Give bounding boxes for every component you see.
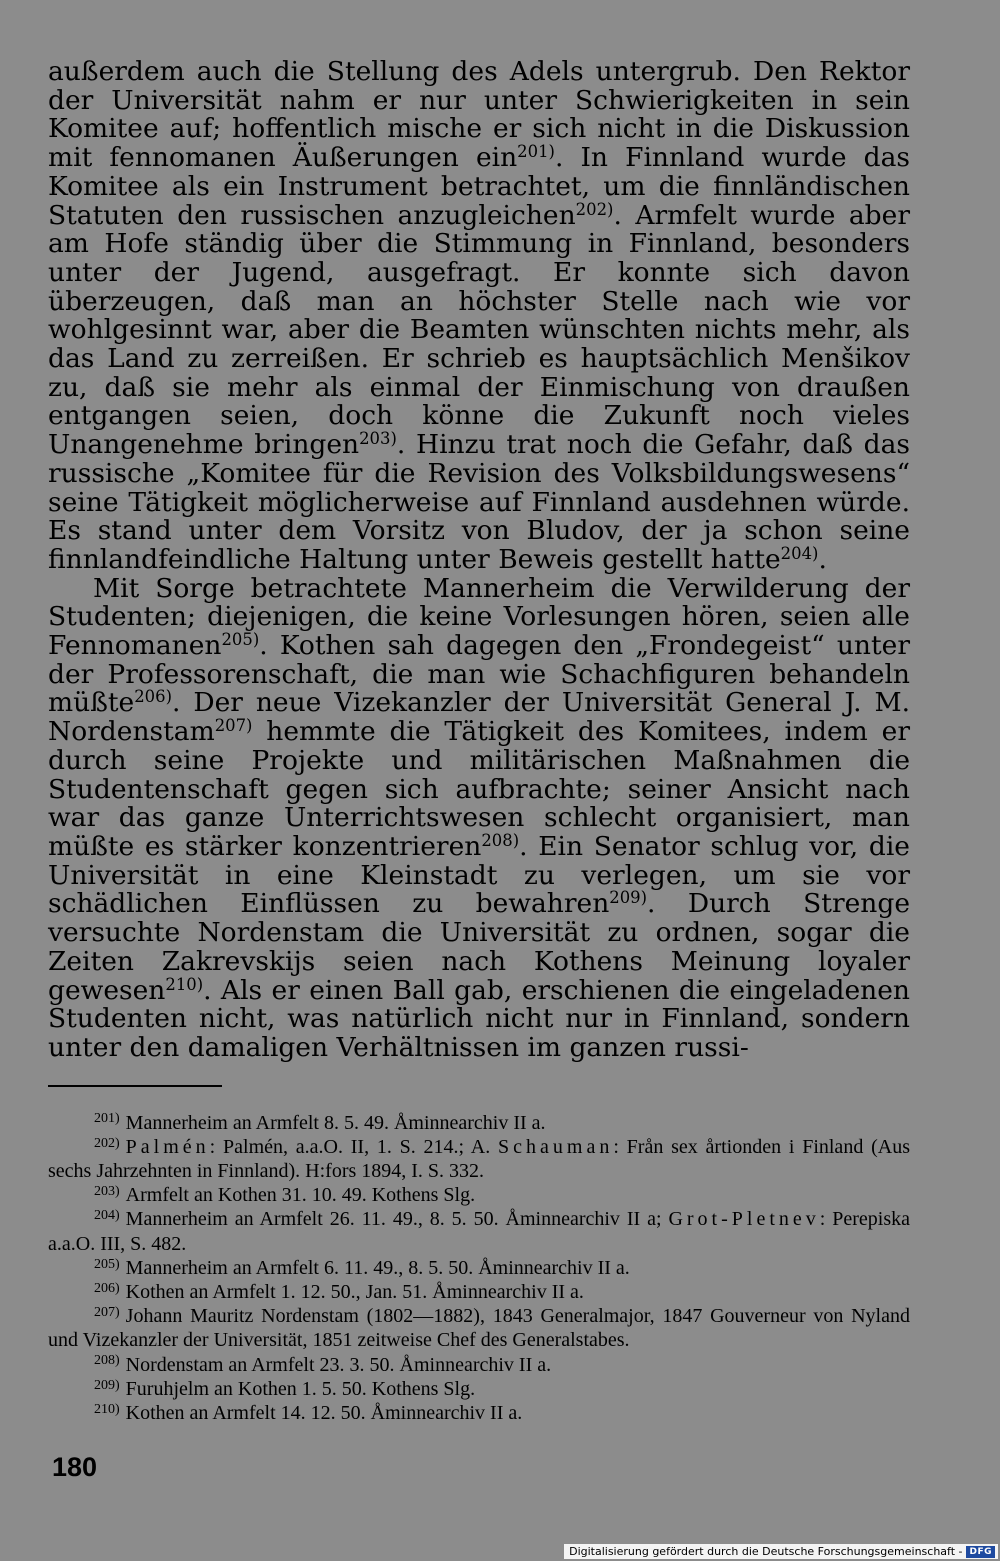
body-text [48,58,910,1063]
footnote-text: : Perepiska a.a.O. III, S. 482. [48,1208,911,1255]
footnote-number: 208) [94,1353,120,1369]
footnote [48,1111,910,1135]
footnote [48,1135,910,1183]
spaced-author-name: Palmén [125,1135,210,1158]
footnote-text: Furuhjelm an Kothen 1. 5. 50. Kothens Slg. [125,1377,476,1400]
footnote-number: 207) [94,1304,120,1320]
spaced-author-name: Schauman [498,1135,614,1158]
text-run: . Als er einen Ball gab, erschienen die eingeladenen Studenten nicht, was natürlich nicht nur in Finnland, sondern unter den damaligen Verhältnissen im ganzen russi- [48,974,910,1063]
footnote-reference: 210) [165,974,204,994]
footnote-number: 203) [94,1183,120,1199]
footnote [48,1256,910,1280]
text-run: außerdem auch die Stellung des Adels untergrub. Den Rektor der Universität nahm er nur unter Schwierigkeiten in sein Komitee auf; hoffentlich mische er sich nicht in die Diskussion mit fennomanen Äußerungen ein [48,56,910,174]
spaced-author-name: Grot-Pletnev [668,1208,820,1231]
paragraph-1 [48,58,910,575]
footnote-reference: 209) [609,888,648,908]
text-run: hemmte die Tätigkeit des Komitees, indem er durch seine Projekte und militärischen Maßnahmen die Studentenschaft gegen sich aufbrachte; seiner Ansicht nach war das ganze Unterrichtswesen schlecht organisiert, man müßte es stärker konzentrieren [48,716,910,862]
footnote-number: 210) [94,1401,120,1417]
footnote-reference: 202) [575,199,614,219]
footnotes [48,1111,910,1426]
text-run: . Armfelt wurde aber am Hofe ständig über die Stimmung in Finnland, besonders unter der Jugend, ausgefragt. Er konnte sich davon überzeugen, daß man an höchster Stelle nach wie vor wohlgesinnt war, aber die Beamten wünschten nichts mehr, als das Land zu zerreißen. Er schrieb es hauptsächlich Menšikov zu, daß sie mehr als einmal der Einmischung von draußen entgangen seien, doch könne die Zukunft noch vieles Unangenehme bringen [48,199,910,461]
footnote-text: : Palmén, a.a.O. II, 1. S. 214.; A. [209,1135,499,1158]
footnote [48,1401,910,1425]
text-run: Mit Sorge betrachtete Mannerheim die Verwilderung der Studenten; diejenigen, die keine Vorlesungen hören, seien alle Fennomanen [48,572,910,662]
paragraph-2 [48,572,911,1063]
text-run: . [818,543,827,575]
footnote-text: Kothen an Armfelt 1. 12. 50., Jan. 51. Åminnearchiv II a. [125,1281,584,1304]
footnote-reference: 204) [780,543,819,563]
footnote-text: Mannerheim an Armfelt 26. 11. 49., 8. 5. 50. Åminnearchiv II a; [125,1208,669,1231]
footnote-text: Nordenstam an Armfelt 23. 3. 50. Åminnearchiv II a. [125,1353,552,1376]
dfg-funding-banner [564,1544,998,1559]
footnote [48,1304,910,1352]
footnote-text: Kothen an Armfelt 14. 12. 50. Åminnearchiv II a. [125,1402,523,1425]
footnote-reference: 205) [221,630,260,650]
footnote-text: Mannerheim an Armfelt 6. 11. 49., 8. 5. 50. Åminnearchiv II a. [125,1256,630,1279]
text-run: . Durch Strenge versuchte Nordenstam die Universität zu ordnen, sogar die Zeiten Zakrevskijs seien nach Kothens Meinung loyaler gewesen [48,888,911,1006]
book-page [48,58,910,1425]
footnote-separator [48,1085,222,1087]
footnote-text: Mannerheim an Armfelt 8. 5. 49. Åminnearchiv II a. [125,1111,546,1134]
text-run: . Der neue Vizekanzler der Universität General J. M. Nordenstam [48,687,910,748]
footnote [48,1377,910,1401]
footnote-number: 202) [94,1135,120,1151]
footnote-reference: 201) [517,142,555,162]
dfg-logo-icon: DFG [966,1546,995,1558]
footnote-reference: 207) [214,716,253,736]
footnote-number: 204) [94,1208,120,1224]
footnote [48,1280,910,1304]
text-run: . Kothen sah dagegen den „Frondegeist“ unter der Professorenschaft, die man wie Schachfiguren behandeln müßte [48,630,910,719]
page-number: 180 [52,1452,98,1482]
footnote-text: : Från sex årtionden i Finland (Aus sechs Jahrzehnten in Finnland). H:fors 1894, I. S. 332. [48,1135,910,1183]
footnote-number: 205) [94,1256,120,1272]
footnote-number: 201) [94,1111,120,1127]
text-run: . Hinzu trat noch die Gefahr, daß das russische „Komitee für die Revision des Volksbildungswesens“ seine Tätigkeit möglicherweise auf Finnland ausdehnen würde. Es stand unter dem Vorsitz von Bludov, der ja schon seine finnlandfeindliche Haltung unter Beweis gestellt hatte [48,429,911,575]
footnote [48,1207,910,1255]
footnote-reference: 208) [481,830,520,850]
footnote [48,1183,910,1207]
footnote-reference: 203) [359,429,397,449]
dfg-banner-text: Digitalisierung gefördert durch die Deutsche Forschungsgemeinschaft - [569,1545,963,1558]
footnote-number: 209) [94,1377,120,1393]
text-run: . In Finnland wurde das Komitee als ein Instrument betrachtet, um die finnländischen Statuten den russischen anzugleichen [48,142,910,231]
footnote-text: Johann Mauritz Nordenstam (1802—1882), 1843 Generalmajor, 1847 Gouverneur von Nyland und Vizekanzler der Universität, 1851 zeitweise Chef des Generalstabes. [48,1305,910,1352]
footnote-text: Armfelt an Kothen 31. 10. 49. Kothens Slg. [125,1184,476,1207]
footnote-number: 206) [94,1280,120,1296]
text-run: . Ein Senator schlug vor, die Universität in eine Kleinstadt zu verlegen, um sie vor schädlichen Einflüssen zu bewahren [48,830,910,920]
footnote [48,1353,910,1377]
footnote-reference: 206) [134,687,172,707]
